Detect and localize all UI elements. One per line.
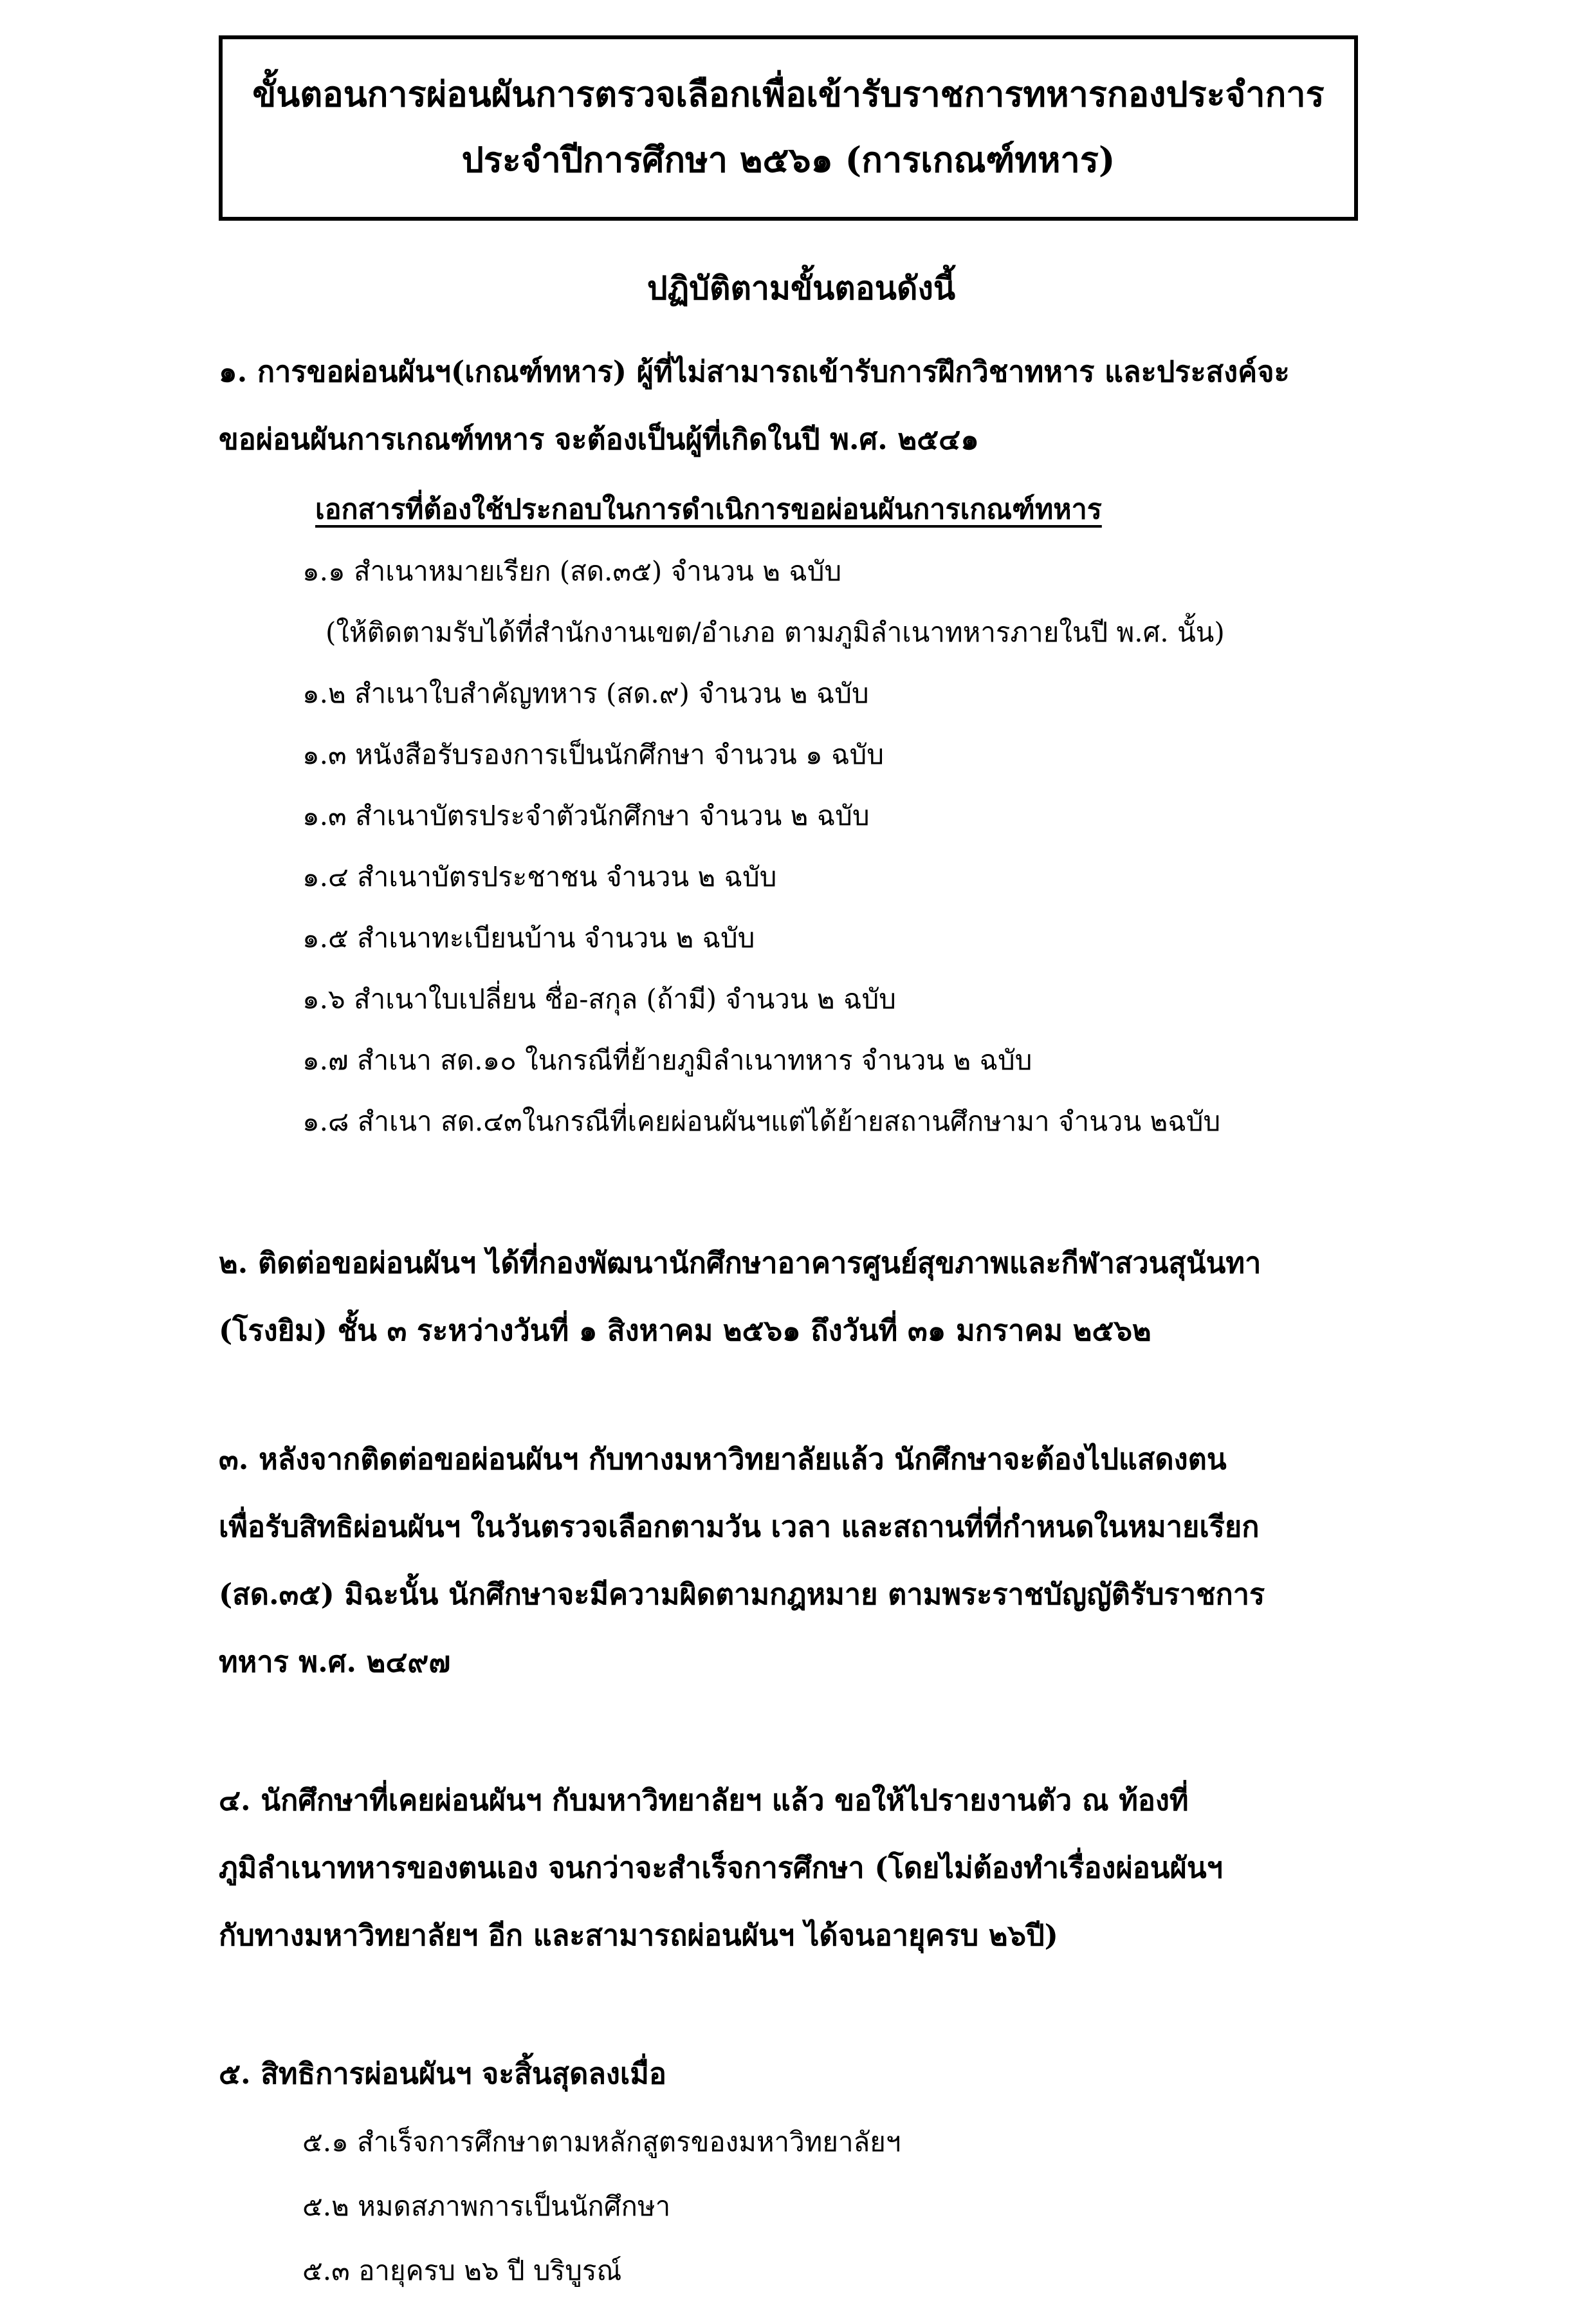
section-5-item-3: ๕.๓ อายุครบ ๒๖ ปี บริบูรณ์ [302, 2255, 622, 2286]
document-item-1-8: ๑.๘ สำเนา สด.๔๓ในกรณีที่เคยผ่อนผันฯแต่ได้ย้ายสถานศึกษามา จำนวน ๒ฉบับ [302, 1105, 1221, 1137]
title-line-1: ขั้นตอนการผ่อนผันการตรวจเลือกเพื่อเข้ารับราชการทหารกองประจำการ [252, 73, 1325, 115]
document-item-1-2: ๑.๒ สำเนาใบสำคัญทหาร (สด.๙) จำนวน ๒ ฉบับ [302, 678, 869, 709]
section-5-paragraph [219, 2040, 1384, 2107]
section-3-line-1: ๓. หลังจากติดต่อขอผ่อนผันฯ กับทางมหาวิทยาลัยแล้ว นักศึกษาจะต้องไปแสดงตน [219, 1442, 1227, 1476]
section-4-line-1: ๔. นักศึกษาที่เคยผ่อนผันฯ กับมหาวิทยาลัยฯ แล้ว ขอให้ไปรายงานตัว ณ ท้องที่ [219, 1783, 1189, 1817]
title-line-2: ประจำปีการศึกษา ๒๕๖๑ (การเกณฑ์ทหาร) [461, 139, 1115, 180]
document-item-1-1: ๑.๑ สำเนาหมายเรียก (สด.๓๕) จำนวน ๒ ฉบับ [302, 555, 842, 587]
section-4-line-3: กับทางมหาวิทยาลัยฯ อีก และสามารถผ่อนผันฯ ได้จนอายุครบ ๒๖ปี) [219, 1918, 1058, 1952]
document-item-1-1-note: (ให้ติดตามรับได้ที่สำนักงานเขต/อำเภอ ตามภูมิลำเนาทหารภายในปี พ.ศ. นั้น) [326, 616, 1225, 648]
section-4-line-2: ภูมิลำเนาทหารของตนเอง จนกว่าจะสำเร็จการศึกษา (โดยไม่ต้องทำเรื่องผ่อนผันฯ [219, 1851, 1223, 1885]
documents-list [302, 541, 1384, 1152]
section-5-items [302, 2110, 1384, 2303]
section-5-item-2: ๕.๒ หมดสภาพการเป็นนักศึกษา [302, 2190, 671, 2222]
section-5-item-1: ๕.๑ สำเร็จการศึกษาตามหลักสูตรของมหาวิทยาลัยฯ [302, 2126, 901, 2158]
document-item-1-3b: ๑.๓ สำเนาบัตรประจำตัวนักศึกษา จำนวน ๒ ฉบับ [302, 800, 870, 831]
section-2-line-2: (โรงยิม) ชั้น ๓ ระหว่างวันที่ ๑ สิงหาคม ๒๕๖๑ ถึงวันที่ ๓๑ มกราคม ๒๕๖๒ [219, 1313, 1151, 1347]
section-1-paragraph [219, 338, 1384, 473]
section-3-paragraph [219, 1425, 1384, 1696]
documents-heading: เอกสารที่ต้องใช้ประกอบในการดำเนิการขอผ่อนผันการเกณฑ์ทหาร [315, 494, 1102, 526]
intro-heading: ปฏิบัติตามขั้นตอนดังนี้ [647, 269, 956, 307]
section-1-line-1: ๑. การขอผ่อนผันฯ(เกณฑ์ทหาร) ผู้ที่ไม่สามารถเข้ารับการฝึกวิชาทหาร และประสงค์จะ [219, 355, 1290, 389]
document-item-1-6: ๑.๖ สำเนาใบเปลี่ยน ชื่อ-สกุล (ถ้ามี) จำนวน ๒ ฉบับ [302, 983, 896, 1015]
document-item-1-4: ๑.๔ สำเนาบัตรประชาชน จำนวน ๒ ฉบับ [302, 861, 777, 893]
title-box [219, 35, 1358, 221]
document-item-1-7: ๑.๗ สำเนา สด.๑๐ ในกรณีที่ย้ายภูมิลำเนาทหาร จำนวน ๒ ฉบับ [302, 1044, 1032, 1076]
section-3-line-4: ทหาร พ.ศ. ๒๔๙๗ [219, 1645, 451, 1679]
document-item-1-3a: ๑.๓ หนังสือรับรองการเป็นนักศึกษา จำนวน ๑ ฉบับ [302, 739, 884, 770]
section-1-line-2: ขอผ่อนผันการเกณฑ์ทหาร จะต้องเป็นผู้ที่เกิดในปี พ.ศ. ๒๕๔๑ [219, 422, 979, 456]
section-3-line-2: เพื่อรับสิทธิผ่อนผันฯ ในวันตรวจเลือกตามวัน เวลา และสถานที่ที่กำหนดในหมายเรียก [219, 1510, 1260, 1544]
section-2-paragraph [219, 1229, 1384, 1364]
section-4-paragraph [219, 1766, 1384, 1969]
document-item-1-5: ๑.๕ สำเนาทะเบียนบ้าน จำนวน ๒ ฉบับ [302, 922, 755, 954]
section-3-line-3: (สด.๓๕) มิฉะนั้น นักศึกษาจะมีความผิดตามกฎหมาย ตามพระราชบัญญัติรับราชการ [219, 1577, 1265, 1611]
section-5-heading: ๕. สิทธิการผ่อนผันฯ จะสิ้นสุดลงเมื่อ [219, 2057, 666, 2091]
section-2-line-1: ๒. ติดต่อขอผ่อนผันฯ ได้ที่กองพัฒนานักศึกษาอาคารศูนย์สุขภาพและกีฬาสวนสุนันทา [219, 1246, 1261, 1280]
